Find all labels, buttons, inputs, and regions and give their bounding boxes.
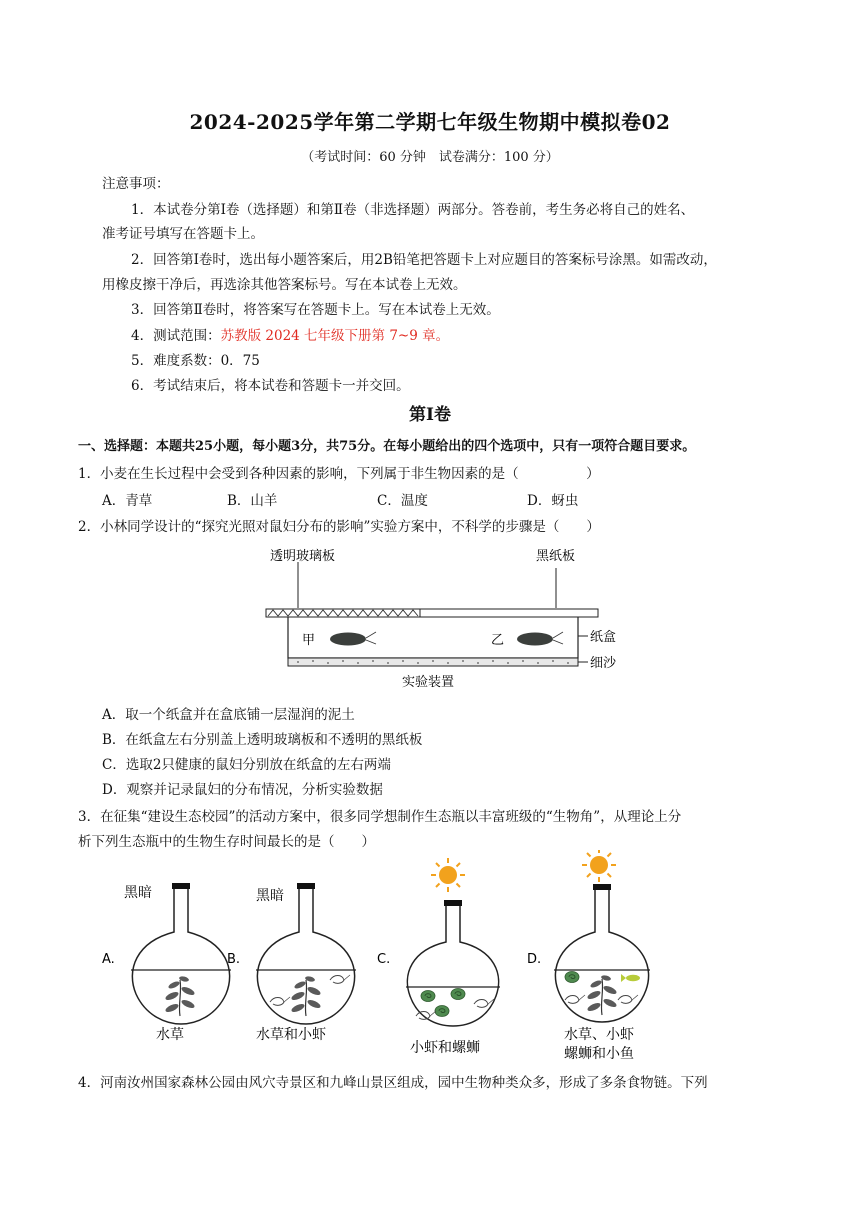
flask-d-stopper [593, 884, 611, 890]
q2-option-b[interactable]: B．在纸盒左右分别盖上透明玻璃板和不透明的黑纸板 [102, 732, 423, 748]
q2-option-c[interactable]: C．选取2只健康的鼠妇分别放在纸盒的左右两端 [102, 757, 391, 773]
flask-c-snail-icon [435, 1006, 449, 1017]
section-title: 第Ⅰ卷 [409, 405, 451, 425]
flask-c-body [407, 906, 498, 1026]
note-2a: 2．回答第Ⅰ卷时，选出每小题答案后，用2B铅笔把答题卡上对应题目的答案标号涂黑。如需改动， [131, 252, 717, 268]
q1-option-a[interactable]: A．青草 [102, 493, 153, 509]
exam-title: 2024-2025学年第二学期七年级生物期中模拟卷02 [189, 110, 671, 134]
flask-b [256, 883, 356, 1024]
exam-subtitle: （考试时间：60 分钟 试卷满分：100 分） [301, 150, 559, 165]
q1-stem: 1．小麦在生长过程中会受到各种因素的影响，下列属于非生物因素的是（ ） [78, 466, 600, 482]
notes-heading: 注意事项： [102, 176, 170, 192]
note-6: 6．考试结束后，将本试卷和答题卡一并交回。 [131, 378, 410, 394]
note-4-prefix: 4．测试范围： [131, 328, 221, 344]
q4-stem: 4．河南汝州国家森林公园由风穴寺景区和九峰山景区组成，园中生物种类众多，形成了多条食物链。下列 [78, 1075, 708, 1091]
q3-flask-figure [90, 850, 690, 1065]
note-1b: 准考证号填写在答题卡上。 [102, 226, 264, 242]
label-box: 纸盒 [590, 630, 617, 645]
flask-c-sun-icon [431, 858, 465, 892]
flask-b-stopper [297, 883, 315, 889]
flask-a [131, 883, 231, 1024]
flask-c-stopper [444, 900, 462, 906]
q1-option-d[interactable]: D．蚜虫 [527, 493, 579, 509]
q2-experiment-figure [258, 540, 618, 695]
note-4 [131, 324, 449, 344]
flask-b-bottom-label: 水草和小虾 [256, 1027, 326, 1043]
flask-a-bottom-label: 水草 [156, 1027, 184, 1043]
flask-a-body [132, 889, 229, 1024]
label-glass: 透明玻璃板 [270, 549, 336, 564]
woodlouse-left-icon [330, 632, 376, 646]
q2-stem: 2．小林同学设计的“探究光照对鼠妇分布的影响”实验方案中，不科学的步骤是（ ） [78, 519, 600, 535]
q3-stem-a: 3．在征集“建设生态校园”的活动方案中，很多同学想制作生态瓶以丰富班级的“生物角”，从理论上分 [78, 809, 682, 825]
flask-a-letter[interactable]: A. [102, 952, 115, 967]
flask-c-snail-icon [451, 989, 465, 1000]
flask-c-letter[interactable]: C. [377, 952, 391, 967]
q2-option-a[interactable]: A．取一个纸盒并在盒底铺一层湿润的泥土 [102, 707, 355, 723]
q1-option-c[interactable]: C．温度 [377, 493, 428, 509]
flask-a-stopper [172, 883, 190, 889]
section-instruction: 一、选择题：本题共25小题，每小题3分，共75分。在每小题给出的四个选项中，只有一项符合题目要求。 [78, 439, 696, 454]
flask-d [554, 850, 650, 1022]
sand-layer [288, 658, 578, 666]
figure-caption: 实验装置 [402, 675, 455, 690]
flask-d-letter[interactable]: D. [527, 952, 542, 967]
note-1a: 1．本试卷分第Ⅰ卷（选择题）和第Ⅱ卷（非选择题）两部分。答卷前，考生务必将自己的姓名、 [131, 202, 695, 218]
flask-b-top-label: 黑暗 [256, 888, 284, 904]
flask-d-snail-icon [565, 972, 579, 983]
note-5: 5．难度系数：0．75 [131, 353, 260, 369]
note-3: 3．回答第Ⅱ卷时，将答案写在答题卡上。写在本试卷上无效。 [131, 302, 500, 318]
note-4-range: 苏教版 2024 七年级下册第 7~9 章。 [220, 328, 450, 344]
label-yi: 乙 [491, 633, 505, 648]
flask-d-bottom-label-2: 螺蛳和小鱼 [564, 1046, 634, 1062]
flask-d-bottom-label: 水草、小虾 [564, 1027, 634, 1043]
q2-option-d[interactable]: D．观察并记录鼠妇的分布情况，分析实验数据 [102, 782, 383, 798]
label-jia: 甲 [302, 633, 316, 648]
q1-option-b[interactable]: B．山羊 [227, 493, 278, 509]
flask-c [406, 858, 500, 1026]
label-black: 黑纸板 [536, 549, 576, 564]
flask-d-sun-icon [582, 850, 616, 882]
q3-stem-b: 析下列生态瓶中的生物生存时间最长的是（ ） [78, 834, 375, 850]
flask-c-snail-icon [421, 991, 435, 1002]
flask-b-letter[interactable]: B. [227, 952, 241, 967]
label-sand: 细沙 [590, 656, 617, 671]
flask-c-bottom-label: 小虾和螺蛳 [410, 1040, 480, 1056]
note-2b: 用橡皮擦干净后，再选涂其他答案标号。写在本试卷上无效。 [102, 277, 467, 293]
flask-a-top-label: 黑暗 [124, 885, 152, 901]
woodlouse-right-icon [517, 632, 563, 646]
